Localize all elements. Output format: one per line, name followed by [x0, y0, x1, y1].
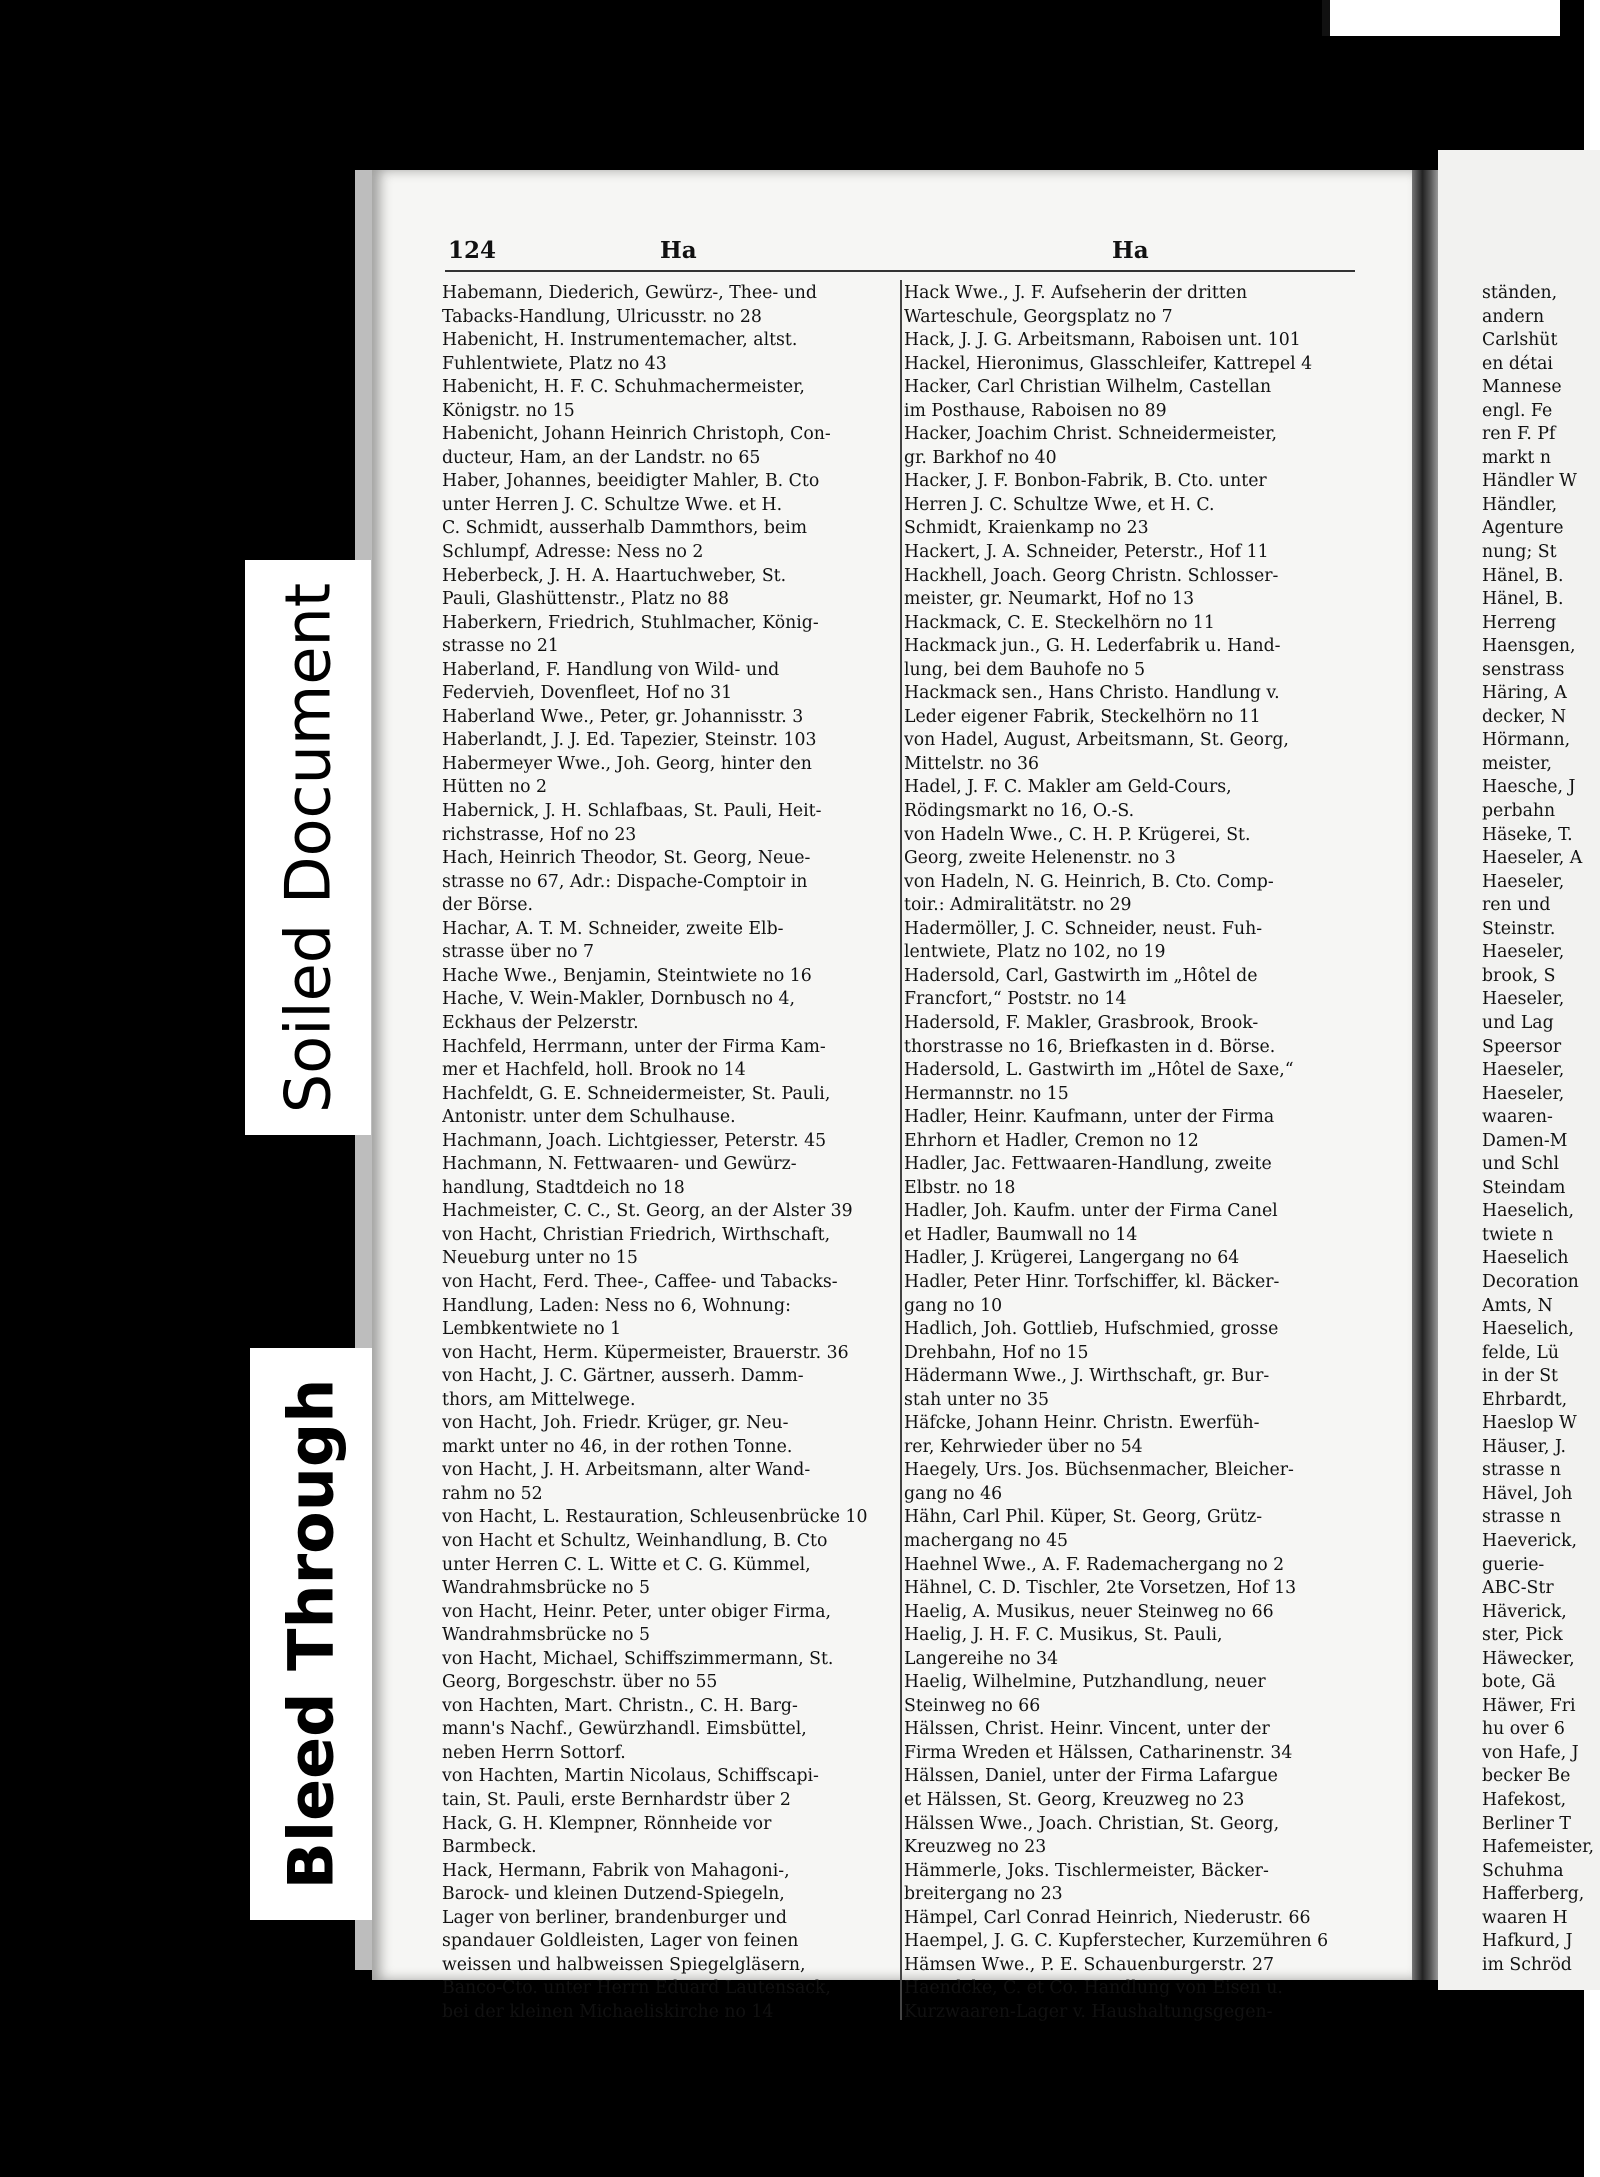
directory-line: et Hälssen, St. Georg, Kreuzweg no 23 — [904, 1790, 1245, 1810]
next-page-line: in der St — [1482, 1366, 1558, 1387]
directory-line: Hack, Hermann, Fabrik von Mahagoni-, — [442, 1860, 790, 1881]
next-page-line: Haeseler, — [1482, 1083, 1565, 1104]
next-page-line: Hävel, Joh — [1482, 1483, 1573, 1504]
directory-line: Hadler, Jac. Fettwaaren-Handlung, zweite — [904, 1154, 1272, 1175]
next-page-line: Haeverick, — [1482, 1530, 1578, 1551]
directory-line: Schmidt, Kraienkamp no 23 — [904, 518, 1149, 539]
directory-line: Hadler, Peter Hinr. Torfschiffer, kl. Bäcker- — [904, 1271, 1280, 1292]
next-page-line: Haensgen, — [1482, 636, 1576, 657]
directory-line: rer, Kehrwieder über no 54 — [904, 1436, 1143, 1457]
next-page-line: en détai — [1482, 353, 1553, 374]
directory-line: strasse no 21 — [442, 636, 559, 657]
directory-line: Hacker, Joachim Christ. Schneidermeister, — [904, 424, 1278, 445]
next-page-text — [1482, 282, 1600, 1977]
next-page-line: Damen-M — [1482, 1130, 1568, 1151]
directory-line: spandauer Goldleisten, Lager von feinen — [442, 1931, 799, 1952]
directory-line: Hadler, J. Krügerei, Langergang no 64 — [904, 1248, 1240, 1269]
directory-line: Habemann, Diederich, Gewürz-, Thee- und — [442, 283, 817, 303]
next-page-line: waaren H — [1482, 1907, 1568, 1928]
directory-line: der Börse. — [442, 895, 533, 916]
directory-line: unter Herren J. C. Schultze Wwe. et H. — [442, 494, 783, 515]
directory-line: Hermannstr. no 15 — [904, 1083, 1069, 1104]
next-page-line: Haeslop W — [1482, 1413, 1577, 1434]
directory-line: von Hacht et Schultz, Weinhandlung, B. Cto — [442, 1530, 828, 1551]
directory-line: Hachfeldt, G. E. Schneidermeister, St. Pauli, — [442, 1083, 831, 1104]
directory-line: Hackel, Hieronimus, Glasschleifer, Kattrepel 4 — [904, 353, 1313, 374]
next-page-line: decker, N — [1482, 706, 1567, 727]
directory-line: gang no 46 — [904, 1483, 1003, 1504]
directory-line: Haberland Wwe., Peter, gr. Johannisstr. 3 — [442, 706, 804, 727]
directory-line: Schlumpf, Adresse: Ness no 2 — [442, 542, 704, 563]
directory-line: breitergang no 23 — [904, 1884, 1063, 1905]
next-page-line: Häseke, T. — [1482, 824, 1573, 845]
directory-line: Neueburg unter no 15 — [442, 1248, 638, 1269]
directory-line: im Posthause, Raboisen no 89 — [904, 400, 1167, 421]
directory-line: meister, gr. Neumarkt, Hof no 13 — [904, 589, 1195, 610]
directory-line: Leder eigener Fabrik, Steckelhörn no 11 — [904, 706, 1261, 727]
next-page-line: Schuhma — [1482, 1860, 1564, 1881]
next-page-line: Hafekost, — [1482, 1790, 1567, 1810]
next-page-line: andern — [1482, 306, 1545, 327]
next-page-line: nung; St — [1482, 542, 1557, 563]
directory-line: Haehnel Wwe., A. F. Rademachergang no 2 — [904, 1554, 1285, 1575]
next-page-line: twiete n — [1482, 1224, 1554, 1245]
next-page-line: und Schl — [1482, 1154, 1559, 1175]
directory-line: Ehrhorn et Hadler, Cremon no 12 — [904, 1130, 1199, 1151]
next-page-line: Hänel, B. — [1482, 589, 1564, 610]
directory-line: Hachar, A. T. M. Schneider, zweite Elb- — [442, 918, 784, 939]
directory-line: Handlung, Laden: Ness no 6, Wohnung: — [442, 1295, 791, 1316]
directory-line: von Hacht, Heinr. Peter, unter obiger Firma, — [442, 1601, 831, 1622]
directory-line: Hälssen, Daniel, unter der Firma Lafargue — [904, 1766, 1278, 1787]
directory-line: Hachmann, Joach. Lichtgiesser, Peterstr. 45 — [442, 1130, 827, 1151]
next-page-line: Mannese — [1482, 377, 1562, 398]
next-page-line: Agenture — [1482, 518, 1564, 539]
directory-line: neben Herrn Sottorf. — [442, 1742, 626, 1763]
directory-line: von Hachten, Martin Nicolaus, Schiffscapi- — [442, 1766, 819, 1787]
directory-line: von Hacht, Ferd. Thee-, Caffee- und Tabacks- — [442, 1271, 838, 1292]
directory-line: Hack, G. H. Klempner, Rönnheide vor — [442, 1813, 772, 1834]
directory-line: Habermeyer Wwe., Joh. Georg, hinter den — [442, 753, 812, 774]
directory-line: Wandrahmsbrücke no 5 — [442, 1625, 651, 1646]
directory-line: Eckhaus der Pelzerstr. — [442, 1012, 639, 1033]
directory-line: Barock- und kleinen Dutzend-Spiegeln, — [442, 1884, 785, 1905]
next-page-line: strasse n — [1482, 1460, 1561, 1481]
directory-line: bei der kleinen Michaeliskirche no 14 — [442, 2001, 774, 2022]
directory-line: weissen und halbweissen Spiegelgläsern, — [442, 1954, 806, 1975]
next-page-line: Ehrbardt, — [1482, 1389, 1568, 1410]
directory-line: Hämsen Wwe., P. E. Schauenburgerstr. 27 — [904, 1954, 1275, 1975]
directory-line: gang no 10 — [904, 1295, 1003, 1316]
directory-line: Habenicht, H. Instrumentemacher, altst. — [442, 330, 798, 351]
directory-line: Hädermann Wwe., J. Wirthschaft, gr. Bur- — [904, 1366, 1270, 1387]
directory-line: Heberbeck, J. H. A. Haartuchweber, St. — [442, 565, 787, 586]
directory-line: Haber, Johannes, beeidigter Mahler, B. Cto — [442, 471, 820, 492]
directory-line: Hadermöller, J. C. Schneider, neust. Fuh- — [904, 918, 1263, 939]
directory-line: Georg, Borgeschstr. über no 55 — [442, 1672, 718, 1693]
header-rule — [445, 270, 1355, 272]
directory-line: Hadersold, Carl, Gastwirth im „Hôtel de — [904, 965, 1258, 986]
directory-line: Hackmack jun., G. H. Lederfabrik u. Hand- — [904, 636, 1281, 657]
running-head-right: Ha — [1112, 237, 1149, 264]
next-page-line: Händler W — [1482, 471, 1577, 492]
directory-line: thors, am Mittelwege. — [442, 1389, 636, 1410]
directory-line: ducteur, Ham, an der Landstr. no 65 — [442, 447, 761, 468]
next-page-line: Carlshüt — [1482, 330, 1558, 351]
next-page-line: Amts, N — [1482, 1295, 1553, 1316]
directory-line: von Hadeln, N. G. Heinrich, B. Cto. Comp- — [904, 871, 1274, 892]
directory-line: Steinweg no 66 — [904, 1695, 1041, 1716]
directory-line: Hache, V. Wein-Makler, Dornbusch no 4, — [442, 989, 796, 1010]
next-page-line: ren und — [1482, 895, 1551, 916]
next-page-line: Herreng — [1482, 612, 1557, 633]
next-page-line: markt n — [1482, 447, 1551, 468]
directory-line: Elbstr. no 18 — [904, 1177, 1016, 1198]
directory-line: strasse no 67, Adr.: Dispache-Comptoir in — [442, 871, 808, 892]
book-gutter — [1412, 170, 1438, 1980]
next-page-line: von Hafe, J — [1482, 1742, 1579, 1763]
next-page-line: und Lag — [1482, 1012, 1554, 1033]
directory-line: Wandrahmsbrücke no 5 — [442, 1578, 651, 1599]
directory-line: Mittelstr. no 36 — [904, 753, 1040, 774]
directory-line: Haegely, Urs. Jos. Büchsenmacher, Bleicher- — [904, 1460, 1294, 1481]
directory-line: Hälssen Wwe., Joach. Christian, St. Georg, — [904, 1813, 1280, 1834]
directory-line: Hack, J. J. G. Arbeitsmann, Raboisen unt. 101 — [904, 330, 1301, 351]
next-page-line: Hänel, B. — [1482, 565, 1564, 586]
next-page-line: ren F. Pf — [1482, 424, 1556, 445]
directory-line: Haelig, Wilhelmine, Putzhandlung, neuer — [904, 1672, 1266, 1693]
directory-line: Tabacks-Handlung, Ulricusstr. no 28 — [442, 306, 762, 327]
directory-line: Haendcke, C. et Co. Handlung von Eisen u. — [904, 1978, 1283, 1999]
directory-line: Barmbeck. — [442, 1837, 537, 1858]
next-page-line: senstrass — [1482, 659, 1565, 680]
page-number: 124 — [448, 237, 497, 264]
directory-line: Hachmann, N. Fettwaaren- und Gewürz- — [442, 1154, 797, 1175]
next-page-line: felde, Lü — [1482, 1342, 1560, 1363]
directory-line: Herren J. C. Schultze Wwe, et H. C. — [904, 494, 1215, 515]
directory-line: Kurzwaaren-Lager v. Haushaltungsgegen- — [904, 2001, 1273, 2022]
soiled-document-label — [245, 560, 371, 1135]
next-page-line: waaren- — [1482, 1107, 1553, 1128]
directory-line: mer et Hachfeld, holl. Brook no 14 — [442, 1060, 746, 1081]
directory-line: Hack Wwe., J. F. Aufseherin der dritten — [904, 283, 1248, 303]
directory-line: stah unter no 35 — [904, 1389, 1049, 1410]
directory-line: von Hacht, J. H. Arbeitsmann, alter Wand- — [442, 1460, 811, 1481]
directory-line: Lembkentwiete no 1 — [442, 1319, 622, 1340]
directory-line: Hackert, J. A. Schneider, Peterstr., Hof 11 — [904, 542, 1269, 563]
directory-line: Banco-Cto. unter Herrn Eduard Lautensack, — [442, 1978, 831, 1999]
directory-line: Häfcke, Johann Heinr. Christn. Ewerfüh- — [904, 1413, 1260, 1434]
directory-line: rahm no 52 — [442, 1483, 543, 1504]
next-page-line: Hafferberg, — [1482, 1884, 1585, 1905]
directory-line: Haberkern, Friedrich, Stuhlmacher, König- — [442, 612, 819, 633]
directory-line: machergang no 45 — [904, 1530, 1069, 1551]
directory-line: Federvieh, Dovenfleet, Hof no 31 — [442, 683, 733, 704]
directory-line: Hachmeister, C. C., St. Georg, an der Alster 39 — [442, 1201, 853, 1222]
directory-line: Hähn, Carl Phil. Küper, St. Georg, Grütz- — [904, 1507, 1263, 1528]
directory-line: markt unter no 46, in der rothen Tonne. — [442, 1436, 793, 1457]
directory-line: Haberlandt, J. J. Ed. Tapezier, Steinstr. 103 — [442, 730, 817, 751]
next-page-line: perbahn — [1482, 801, 1556, 822]
directory-line: Hacker, J. F. Bonbon-Fabrik, B. Cto. unter — [904, 471, 1267, 492]
directory-line: Langereihe no 34 — [904, 1648, 1059, 1669]
next-page-line: Haesche, J — [1482, 777, 1576, 798]
directory-line: von Hadeln Wwe., C. H. P. Krügerei, St. — [904, 824, 1251, 845]
directory-line: Königstr. no 15 — [442, 400, 575, 421]
next-page-line: Haeseler, — [1482, 989, 1565, 1010]
directory-line: Haempel, J. G. C. Kupferstecher, Kurzemühren 6 — [904, 1931, 1329, 1952]
next-page-line: ster, Pick — [1482, 1625, 1563, 1646]
directory-line: mann's Nachf., Gewürzhandl. Eimsbüttel, — [442, 1719, 807, 1740]
directory-line: Habenicht, H. F. C. Schuhmachermeister, — [442, 377, 805, 398]
next-page-line: brook, S — [1482, 965, 1556, 986]
directory-line: Warteschule, Georgsplatz no 7 — [904, 306, 1173, 327]
directory-line: Hadler, Heinr. Kaufmann, unter der Firma — [904, 1107, 1275, 1128]
next-page-line: Hafkurd, J — [1482, 1931, 1573, 1952]
directory-line: Firma Wreden et Hälssen, Catharinenstr. 34 — [904, 1742, 1293, 1763]
next-page-line: Haeseler, — [1482, 871, 1565, 892]
next-page-line: ständen, — [1482, 283, 1558, 303]
next-page-line: Steindam — [1482, 1177, 1566, 1198]
directory-line: von Hacht, Michael, Schiffszimmermann, St. — [442, 1648, 834, 1669]
directory-line: Hämmerle, Joks. Tischlermeister, Bäcker- — [904, 1860, 1269, 1881]
directory-line: Lager von berliner, brandenburger und — [442, 1907, 787, 1928]
directory-line: Antonistr. unter dem Schulhause. — [442, 1107, 736, 1128]
next-page-line: Berliner T — [1482, 1813, 1571, 1834]
next-page-line: Haeselich — [1482, 1248, 1569, 1269]
directory-line: von Hacht, J. C. Gärtner, ausserh. Damm- — [442, 1366, 804, 1387]
directory-line: Hälssen, Christ. Heinr. Vincent, unter der — [904, 1719, 1270, 1740]
directory-line: von Hadel, August, Arbeitsmann, St. Georg, — [904, 730, 1289, 751]
soiled-document-text: Soiled Document — [271, 582, 345, 1113]
directory-line: Habernick, J. H. Schlafbaas, St. Pauli, Heit- — [442, 801, 822, 822]
next-page-line: Häring, A — [1482, 683, 1567, 704]
directory-line: von Hachten, Mart. Christn., C. H. Barg- — [442, 1695, 798, 1716]
column-divider — [900, 280, 902, 2020]
next-page-line: engl. Fe — [1482, 400, 1553, 421]
directory-line: lung, bei dem Bauhofe no 5 — [904, 659, 1146, 680]
directory-line: Haberland, F. Handlung von Wild- und — [442, 659, 780, 680]
directory-line: lentwiete, Platz no 102, no 19 — [904, 942, 1166, 963]
directory-column-right — [904, 282, 1356, 2024]
directory-line: Francfort,“ Poststr. no 14 — [904, 989, 1127, 1010]
next-page-line: Haeseler, — [1482, 942, 1565, 963]
next-page-line: meister, — [1482, 753, 1553, 774]
directory-line: Habenicht, Johann Heinrich Christoph, Con- — [442, 424, 831, 445]
directory-line: strasse über no 7 — [442, 942, 595, 963]
directory-line: Haelig, J. H. F. C. Musikus, St. Pauli, — [904, 1625, 1223, 1646]
next-page-line: ABC-Str — [1482, 1578, 1554, 1599]
directory-line: Hadersold, F. Makler, Grasbrook, Brook- — [904, 1012, 1259, 1033]
bleed-through-label — [250, 1348, 372, 1920]
directory-line: toir.: Admiralitätstr. no 29 — [904, 895, 1132, 916]
next-page-line: Decoration — [1482, 1271, 1579, 1292]
directory-line: Hacker, Carl Christian Wilhelm, Castellan — [904, 377, 1272, 398]
directory-line: Georg, zweite Helenenstr. no 3 — [904, 848, 1176, 869]
directory-line: richstrasse, Hof no 23 — [442, 824, 637, 845]
next-page-line: strasse n — [1482, 1507, 1561, 1528]
directory-line: et Hadler, Baumwall no 14 — [904, 1224, 1138, 1245]
directory-line: Hackmack sen., Hans Christo. Handlung v. — [904, 683, 1280, 704]
directory-line: von Hacht, Joh. Friedr. Krüger, gr. Neu- — [442, 1413, 789, 1434]
directory-line: Hämpel, Carl Conrad Heinrich, Niederustr. 66 — [904, 1907, 1311, 1928]
directory-line: von Hacht, Herm. Küpermeister, Brauerstr. 36 — [442, 1342, 849, 1363]
directory-line: Pauli, Glashüttenstr., Platz no 88 — [442, 589, 730, 610]
next-page-line: bote, Gä — [1482, 1672, 1556, 1693]
directory-line: Hachfeld, Herrmann, unter der Firma Kam- — [442, 1036, 826, 1057]
next-page-line: Haeselich, — [1482, 1319, 1575, 1340]
next-page-line: guerie- — [1482, 1554, 1545, 1575]
next-page-line: Häuser, J. — [1482, 1436, 1567, 1457]
next-page-line: Speersor — [1482, 1036, 1562, 1057]
next-page-line: Händler, — [1482, 494, 1558, 515]
next-page-line: Hafemeister, — [1482, 1837, 1595, 1858]
directory-line: Hadersold, L. Gastwirth im „Hôtel de Saxe,“ — [904, 1060, 1294, 1081]
next-page-line: Haeselich, — [1482, 1201, 1575, 1222]
directory-line: Hackhell, Joach. Georg Christn. Schlosser- — [904, 565, 1279, 586]
directory-line: Hadlich, Joh. Gottlieb, Hufschmied, grosse — [904, 1319, 1279, 1340]
directory-line: Hadler, Joh. Kaufm. unter der Firma Canel — [904, 1201, 1278, 1222]
directory-line: handlung, Stadtdeich no 18 — [442, 1177, 685, 1198]
next-page-line: Häwecker, — [1482, 1648, 1575, 1669]
next-page-line: im Schröd — [1482, 1954, 1572, 1975]
directory-line: Hache Wwe., Benjamin, Steintwiete no 16 — [442, 965, 812, 986]
directory-line: C. Schmidt, ausserhalb Dammthors, beim — [442, 518, 808, 539]
next-page-line: hu over 6 — [1482, 1719, 1565, 1740]
next-page-line: Haeseler, — [1482, 1060, 1565, 1081]
directory-line: unter Herren C. L. Witte et C. G. Kümmel, — [442, 1554, 811, 1575]
directory-line: Hütten no 2 — [442, 777, 547, 798]
directory-line: Hadel, J. F. C. Makler am Geld-Cours, — [904, 777, 1232, 798]
next-page-line: Haeseler, A — [1482, 848, 1583, 869]
directory-line: Hähnel, C. D. Tischler, 2te Vorsetzen, Hof 13 — [904, 1578, 1297, 1599]
next-page-line: Steinstr. — [1482, 918, 1556, 939]
directory-line: von Hacht, Christian Friedrich, Wirthschaft, — [442, 1224, 831, 1245]
directory-line: Kreuzweg no 23 — [904, 1837, 1047, 1858]
bleed-through-text: Bleed Through — [274, 1378, 348, 1890]
directory-line: Haelig, A. Musikus, neuer Steinweg no 66 — [904, 1601, 1274, 1622]
directory-line: Hach, Heinrich Theodor, St. Georg, Neue- — [442, 848, 811, 869]
directory-line: von Hacht, L. Restauration, Schleusenbrücke 10 — [442, 1507, 868, 1528]
next-page-line: becker Be — [1482, 1766, 1571, 1787]
directory-column-left — [442, 282, 895, 2024]
directory-line: gr. Barkhof no 40 — [904, 447, 1057, 468]
directory-line: Rödingsmarkt no 16, O.-S. — [904, 801, 1135, 822]
next-page-line: Häverick, — [1482, 1601, 1567, 1622]
running-head-left: Ha — [660, 237, 697, 264]
next-page-line: Häwer, Fri — [1482, 1695, 1576, 1716]
directory-line: Fuhlentwiete, Platz no 43 — [442, 353, 667, 374]
directory-line: thorstrasse no 16, Briefkasten in d. Börse. — [904, 1036, 1276, 1057]
directory-line: tain, St. Pauli, erste Bernhardstr über 2 — [442, 1790, 791, 1810]
directory-line: Drehbahn, Hof no 15 — [904, 1342, 1089, 1363]
directory-line: Hackmack, C. E. Steckelhörn no 11 — [904, 612, 1215, 633]
next-page-line: Hörmann, — [1482, 730, 1571, 751]
